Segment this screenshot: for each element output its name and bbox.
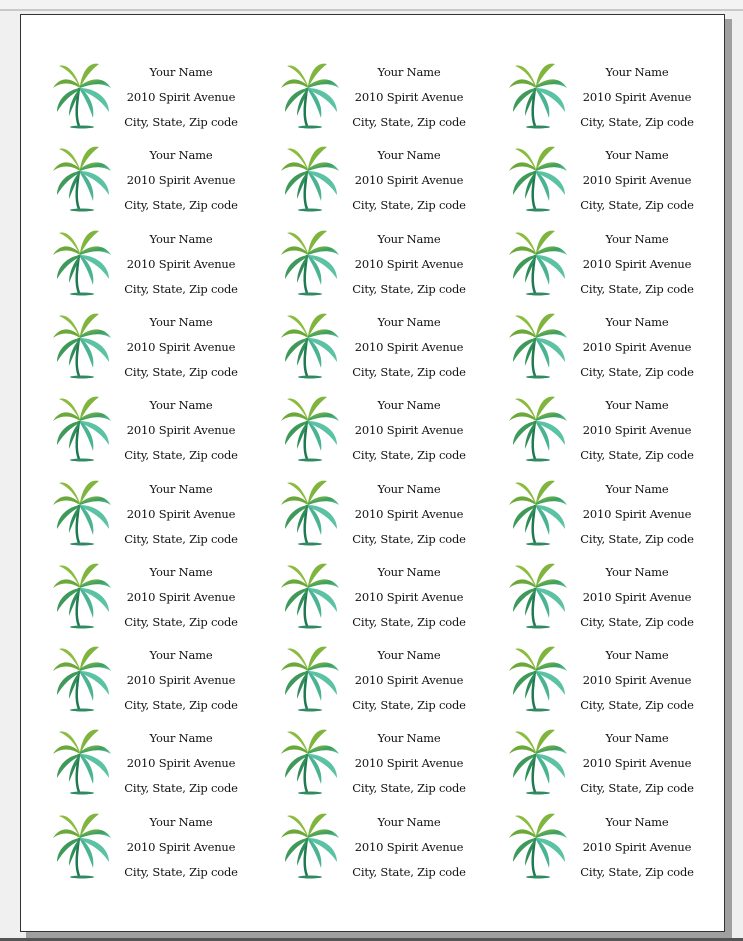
label-name: Your Name xyxy=(605,148,669,163)
address-text xyxy=(121,647,241,722)
address-label[interactable] xyxy=(269,814,497,905)
label-city-state-zip: City, State, Zip code xyxy=(352,198,466,213)
palm-tree-icon xyxy=(277,141,343,213)
label-street: 2010 Spirit Avenue xyxy=(582,173,692,188)
address-text xyxy=(577,314,697,389)
address-text xyxy=(349,481,469,556)
label-street: 2010 Spirit Avenue xyxy=(126,589,236,604)
palm-tree-icon xyxy=(49,724,115,796)
label-city-state-zip: City, State, Zip code xyxy=(580,448,694,463)
palm-tree-icon xyxy=(277,808,343,880)
palm-tree-icon xyxy=(49,391,115,463)
label-street: 2010 Spirit Avenue xyxy=(582,256,692,271)
window-top-bar xyxy=(0,0,743,11)
address-text xyxy=(121,231,241,306)
label-name: Your Name xyxy=(377,481,441,496)
label-city-state-zip: City, State, Zip code xyxy=(580,614,694,629)
label-street: 2010 Spirit Avenue xyxy=(126,839,236,854)
label-city-state-zip: City, State, Zip code xyxy=(124,115,238,129)
address-text xyxy=(577,647,697,722)
label-city-state-zip: City, State, Zip code xyxy=(124,614,238,629)
label-street: 2010 Spirit Avenue xyxy=(582,339,692,354)
address-text xyxy=(349,814,469,889)
address-text xyxy=(121,814,241,889)
label-street: 2010 Spirit Avenue xyxy=(582,839,692,854)
palm-tree-icon xyxy=(505,475,571,547)
label-street: 2010 Spirit Avenue xyxy=(354,839,464,854)
address-text xyxy=(577,147,697,222)
label-city-state-zip: City, State, Zip code xyxy=(124,281,238,296)
label-name: Your Name xyxy=(605,314,669,329)
address-text xyxy=(349,314,469,389)
label-city-state-zip: City, State, Zip code xyxy=(124,198,238,213)
label-sheet-page xyxy=(20,14,725,932)
address-text xyxy=(577,730,697,805)
label-name: Your Name xyxy=(149,648,213,663)
palm-tree-icon xyxy=(505,724,571,796)
palm-tree-icon xyxy=(49,475,115,547)
label-name: Your Name xyxy=(149,314,213,329)
address-text xyxy=(121,397,241,472)
address-text xyxy=(577,231,697,306)
palm-tree-icon xyxy=(277,641,343,713)
label-city-state-zip: City, State, Zip code xyxy=(352,115,466,129)
label-city-state-zip: City, State, Zip code xyxy=(580,281,694,296)
label-city-state-zip: City, State, Zip code xyxy=(580,364,694,379)
address-text xyxy=(577,481,697,556)
label-street: 2010 Spirit Avenue xyxy=(126,90,236,104)
label-street: 2010 Spirit Avenue xyxy=(582,506,692,521)
label-city-state-zip: City, State, Zip code xyxy=(124,364,238,379)
label-street: 2010 Spirit Avenue xyxy=(126,506,236,521)
label-name: Your Name xyxy=(377,814,441,829)
label-name: Your Name xyxy=(605,65,669,79)
palm-tree-icon xyxy=(49,308,115,380)
palm-tree-icon xyxy=(505,391,571,463)
label-city-state-zip: City, State, Zip code xyxy=(352,698,466,713)
label-street: 2010 Spirit Avenue xyxy=(126,423,236,438)
label-street: 2010 Spirit Avenue xyxy=(582,90,692,104)
palm-tree-icon xyxy=(49,558,115,630)
label-name: Your Name xyxy=(377,398,441,413)
label-city-state-zip: City, State, Zip code xyxy=(352,448,466,463)
label-street: 2010 Spirit Avenue xyxy=(354,506,464,521)
address-text xyxy=(349,730,469,805)
label-city-state-zip: City, State, Zip code xyxy=(124,698,238,713)
palm-tree-icon xyxy=(505,225,571,297)
label-city-state-zip: City, State, Zip code xyxy=(580,698,694,713)
label-name: Your Name xyxy=(605,731,669,746)
label-street: 2010 Spirit Avenue xyxy=(126,173,236,188)
label-city-state-zip: City, State, Zip code xyxy=(352,781,466,796)
palm-tree-icon xyxy=(49,58,115,130)
palm-tree-icon xyxy=(505,558,571,630)
palm-tree-icon xyxy=(505,808,571,880)
palm-tree-icon xyxy=(49,141,115,213)
label-street: 2010 Spirit Avenue xyxy=(582,589,692,604)
address-text xyxy=(577,814,697,889)
label-name: Your Name xyxy=(149,65,213,79)
address-text xyxy=(349,647,469,722)
address-text xyxy=(121,481,241,556)
address-text xyxy=(349,64,469,139)
label-street: 2010 Spirit Avenue xyxy=(582,673,692,688)
palm-tree-icon xyxy=(277,724,343,796)
palm-tree-icon xyxy=(277,391,343,463)
label-name: Your Name xyxy=(605,481,669,496)
address-text xyxy=(577,564,697,639)
palm-tree-icon xyxy=(505,308,571,380)
label-city-state-zip: City, State, Zip code xyxy=(124,448,238,463)
label-name: Your Name xyxy=(377,564,441,579)
label-name: Your Name xyxy=(605,564,669,579)
label-name: Your Name xyxy=(377,648,441,663)
address-text xyxy=(121,64,241,139)
label-name: Your Name xyxy=(377,731,441,746)
label-street: 2010 Spirit Avenue xyxy=(354,589,464,604)
label-name: Your Name xyxy=(377,148,441,163)
label-city-state-zip: City, State, Zip code xyxy=(580,781,694,796)
label-city-state-zip: City, State, Zip code xyxy=(124,531,238,546)
label-street: 2010 Spirit Avenue xyxy=(354,339,464,354)
label-name: Your Name xyxy=(149,398,213,413)
label-street: 2010 Spirit Avenue xyxy=(354,673,464,688)
label-street: 2010 Spirit Avenue xyxy=(582,756,692,771)
label-name: Your Name xyxy=(377,65,441,79)
label-name: Your Name xyxy=(377,231,441,246)
label-name: Your Name xyxy=(605,648,669,663)
label-city-state-zip: City, State, Zip code xyxy=(580,115,694,129)
address-label[interactable] xyxy=(497,814,725,905)
label-street: 2010 Spirit Avenue xyxy=(354,173,464,188)
address-text xyxy=(349,147,469,222)
address-text xyxy=(121,730,241,805)
palm-tree-icon xyxy=(277,225,343,297)
label-city-state-zip: City, State, Zip code xyxy=(580,864,694,879)
address-text xyxy=(349,231,469,306)
label-name: Your Name xyxy=(605,814,669,829)
label-street: 2010 Spirit Avenue xyxy=(354,90,464,104)
label-name: Your Name xyxy=(149,481,213,496)
label-street: 2010 Spirit Avenue xyxy=(126,339,236,354)
address-text xyxy=(577,397,697,472)
label-city-state-zip: City, State, Zip code xyxy=(124,781,238,796)
address-label[interactable] xyxy=(41,814,269,905)
label-city-state-zip: City, State, Zip code xyxy=(124,864,238,879)
label-city-state-zip: City, State, Zip code xyxy=(352,614,466,629)
address-text xyxy=(349,564,469,639)
label-name: Your Name xyxy=(149,731,213,746)
address-text xyxy=(121,314,241,389)
palm-tree-icon xyxy=(49,808,115,880)
label-name: Your Name xyxy=(605,398,669,413)
label-name: Your Name xyxy=(605,231,669,246)
label-city-state-zip: City, State, Zip code xyxy=(352,531,466,546)
palm-tree-icon xyxy=(49,225,115,297)
label-street: 2010 Spirit Avenue xyxy=(126,673,236,688)
label-street: 2010 Spirit Avenue xyxy=(126,756,236,771)
label-city-state-zip: City, State, Zip code xyxy=(580,198,694,213)
palm-tree-icon xyxy=(277,475,343,547)
address-text xyxy=(349,397,469,472)
label-street: 2010 Spirit Avenue xyxy=(354,256,464,271)
label-street: 2010 Spirit Avenue xyxy=(582,423,692,438)
palm-tree-icon xyxy=(277,308,343,380)
label-street: 2010 Spirit Avenue xyxy=(126,256,236,271)
palm-tree-icon xyxy=(505,58,571,130)
palm-tree-icon xyxy=(505,641,571,713)
address-text xyxy=(577,64,697,139)
label-name: Your Name xyxy=(149,814,213,829)
label-city-state-zip: City, State, Zip code xyxy=(352,364,466,379)
address-text xyxy=(121,564,241,639)
label-city-state-zip: City, State, Zip code xyxy=(352,281,466,296)
palm-tree-icon xyxy=(49,641,115,713)
label-name: Your Name xyxy=(377,314,441,329)
label-city-state-zip: City, State, Zip code xyxy=(352,864,466,879)
label-street: 2010 Spirit Avenue xyxy=(354,756,464,771)
label-name: Your Name xyxy=(149,564,213,579)
palm-tree-icon xyxy=(277,58,343,130)
palm-tree-icon xyxy=(505,141,571,213)
label-street: 2010 Spirit Avenue xyxy=(354,423,464,438)
label-name: Your Name xyxy=(149,231,213,246)
palm-tree-icon xyxy=(277,558,343,630)
address-text xyxy=(121,147,241,222)
label-name: Your Name xyxy=(149,148,213,163)
label-city-state-zip: City, State, Zip code xyxy=(580,531,694,546)
